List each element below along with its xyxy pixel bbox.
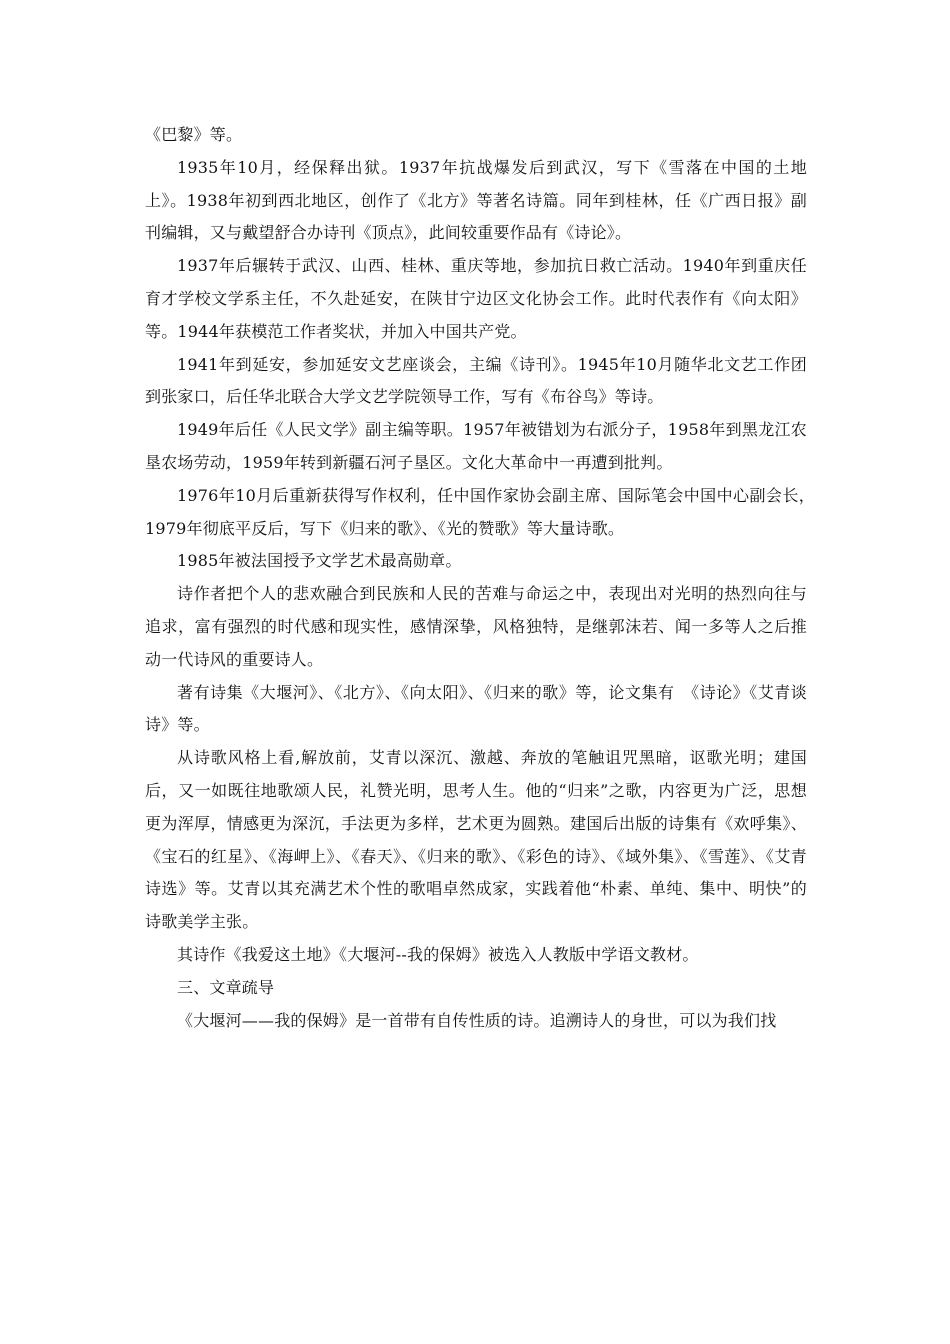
paragraph: 从诗歌风格上看,解放前，艾青以深沉、激越、奔放的笔触诅咒黑暗，讴歌光明；建国后，又一如既往地歌颂人民，礼赞光明，思考人生。他的“归来”之歌，内容更为广泛，思想更为浑厚，情感更为深沉，手法更为多样，艺术更为圆熟。建国后出版的诗集有《欢呼集》、《宝石的红星》、《海岬上》、《春天》、《归来的歌》、《彩色的诗》、《域外集》、《雪莲》、《艾青诗选》等。艾青以其充满艺术个性的歌唱卓然成家，实践着他“朴素、单纯、集中、明快”的诗歌美学主张。 xyxy=(145,748,807,932)
paragraph: 其诗作《我爱这土地》《大堰河--我的保姆》被选入人教版中学语文教材。 xyxy=(177,944,699,964)
paragraph: 1937年后辗转于武汉、山西、桂林、重庆等地，参加抗日救亡活动。1940年到重庆任育才学校文学系主任，不久赴延安，在陕甘宁边区文化协会工作。此时代表作有《向太阳》等。1944年获模范工作者奖状，并加入中国共产党。 xyxy=(145,256,807,341)
paragraph: 三、文章疏导 xyxy=(177,977,275,997)
paragraph: 1976年10月后重新获得写作权利，任中国作家协会副主席、国际笔会中国中心副会长， 1979年彻底平反后，写下《归来的歌》、《光的赞歌》等大量诗歌。 xyxy=(145,485,840,538)
paragraph: 著有诗集《大堰河》、《北方》、《向太阳》、《归来的歌》等，论文集有 《诗论》《艾青谈诗》等。 xyxy=(145,682,807,735)
paragraph: 1941年到延安，参加延安文艺座谈会，主编《诗刊》。1945年10月随华北文艺工作团到张家口，后任华北联合大学文艺学院领导工作，写有《布谷鸟》等诗。 xyxy=(145,354,807,407)
paragraph: 《大堰河——我的保姆》是一首带有自传性质的诗。追溯诗人的身世，可以为我们找 xyxy=(177,1010,777,1030)
paragraph: 诗作者把个人的悲欢融合到民族和人民的苦难与命运之中，表现出对光明的热烈向往与追求，富有强烈的时代感和现实性，感情深挚，风格独特，是继郭沫若、闻一多等人之后推动一代诗风的重要诗人。 xyxy=(145,584,807,669)
paragraph: 1935年10月，经保释出狱。1937年抗战爆发后到武汉，写下《雪落在中国的土地上》。1938年初到西北地区，创作了《北方》等著名诗篇。同年到桂林，任《广西日报》副刊编辑，又与戴望舒合办诗刊《顶点》，此间较重要作品有《诗论》。 xyxy=(145,157,807,243)
paragraph: 1949年后任《人民文学》副主编等职。1957年被错划为右派分子，1958年到黑龙江农垦农场劳动，1959年转到新疆石河子垦区。文化大革命中一再遭到批判。 xyxy=(145,420,807,472)
document-body xyxy=(145,119,840,1037)
paragraph: 1985年被法国授予文学艺术最高勋章。 xyxy=(177,551,462,571)
paragraph: 《巴黎》等。 xyxy=(145,125,243,144)
